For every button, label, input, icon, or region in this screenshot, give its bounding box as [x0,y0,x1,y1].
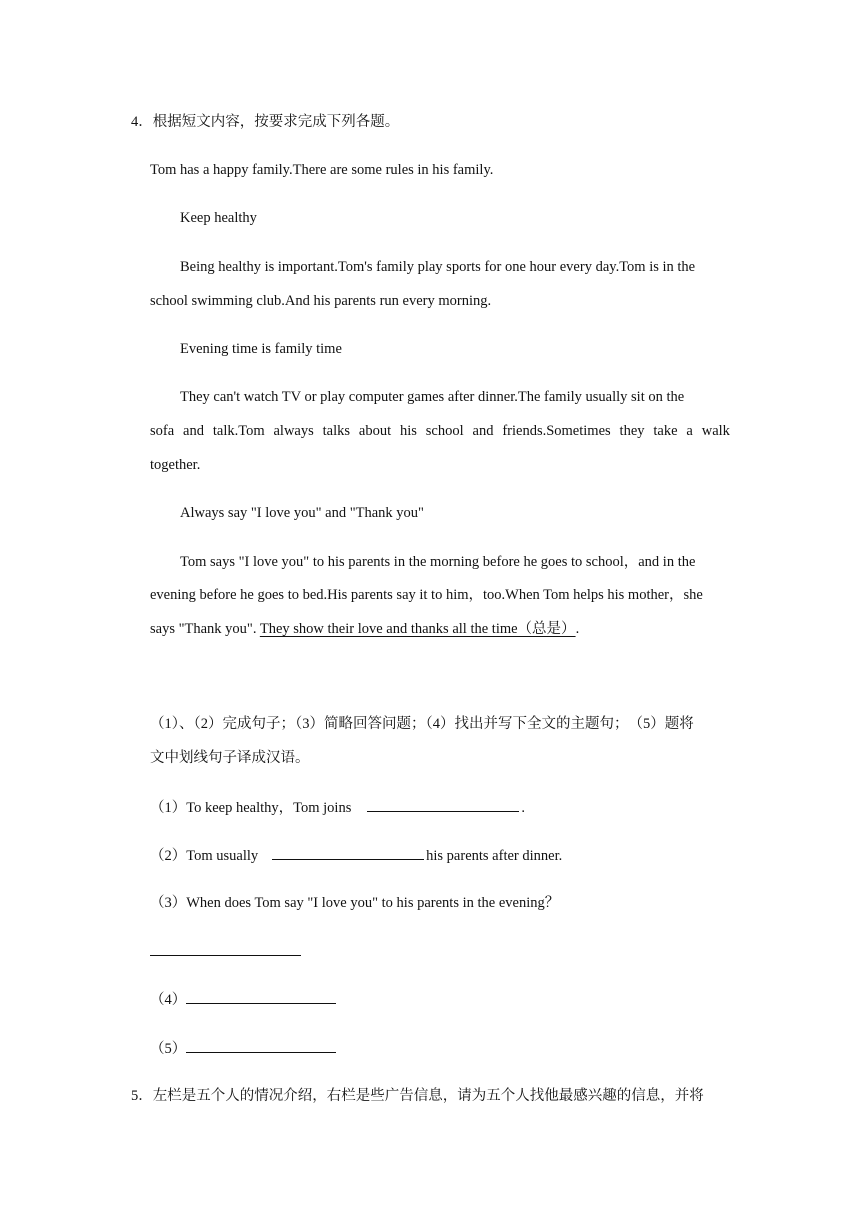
paragraph-line: school swimming club.And his parents run every morning. [150,293,492,309]
underlined-sentence: They show their love and thanks all the time（总是） [259,621,576,637]
word: his [399,423,417,439]
paragraph-line: Being healthy is important.Tom's family play sports for one hour every day.Tom is in the [180,259,696,275]
word: friends.Sometimes [502,423,611,439]
question-number: 5． [131,1088,153,1104]
question-5-header [131,1086,704,1106]
paragraph-line: They can't watch TV or play computer games after dinner.The family usually sit on the [180,389,685,405]
answer-blank[interactable] [150,941,301,956]
word: sofa [150,423,175,439]
task-note: 文中划线句子译成汉语。 [150,750,310,766]
paragraph-line-last [150,619,579,639]
section-heading: Always say "I love you" and "Thank you" [180,505,424,521]
word: they [619,423,645,439]
question-text: （4） [150,992,187,1008]
word: and [472,423,494,439]
passage-intro: Tom has a happy family.There are some rules in his family. [150,162,494,178]
section-heading: Keep healthy [180,210,257,226]
sub-question-2 [150,845,562,866]
question-instruction: 左栏是五个人的情况介绍，右栏是些广告信息，请为五个人找他最感兴趣的信息，并将 [152,1088,704,1104]
word: school [425,423,464,439]
sub-question-1 [150,797,525,818]
question-4-header [131,112,399,132]
word: about [358,423,392,439]
question-text: （1）To keep healthy，Tom joins [150,800,352,816]
word: take [653,423,678,439]
word: talks [322,423,351,439]
answer-blank[interactable] [186,989,336,1004]
sentence-text: says "Thank you". [150,621,260,637]
paragraph-line: Tom says "I love you" to his parents in the morning before he goes to school，and in the [180,554,696,570]
period: . [575,621,580,637]
question-text: （2）Tom usually [150,848,259,864]
sub-question-3-answer [150,941,301,962]
answer-blank[interactable] [186,1038,336,1053]
answer-blank[interactable] [367,797,519,812]
question-instruction: 根据短文内容，按要求完成下列各题。 [152,114,400,130]
word: a [686,423,693,439]
paragraph-line: together. [150,457,201,473]
sub-question-4 [150,989,336,1010]
section-heading: Evening time is family time [180,341,342,357]
word: and [183,423,204,439]
paragraph-line-justified [150,421,730,441]
word: always [273,423,314,439]
paragraph-line: evening before he goes to bed.His parents say it to him，too.When Tom helps his mother，she [150,587,703,603]
sub-question-3: （3）When does Tom say "I love you" to his parents in the evening？ [150,895,560,911]
answer-blank[interactable] [272,845,424,860]
question-text: his parents after dinner. [426,848,563,864]
sub-question-5 [150,1038,336,1059]
task-note: （1）、（2）完成句子；（3）简略回答问题；（4）找出并写下全文的主题句； （5）题将 [150,716,694,732]
word: talk.Tom [212,423,265,439]
question-text: . [521,800,525,816]
question-number: 4． [131,114,153,130]
word: walk [701,423,730,439]
question-text: （5） [150,1041,187,1057]
